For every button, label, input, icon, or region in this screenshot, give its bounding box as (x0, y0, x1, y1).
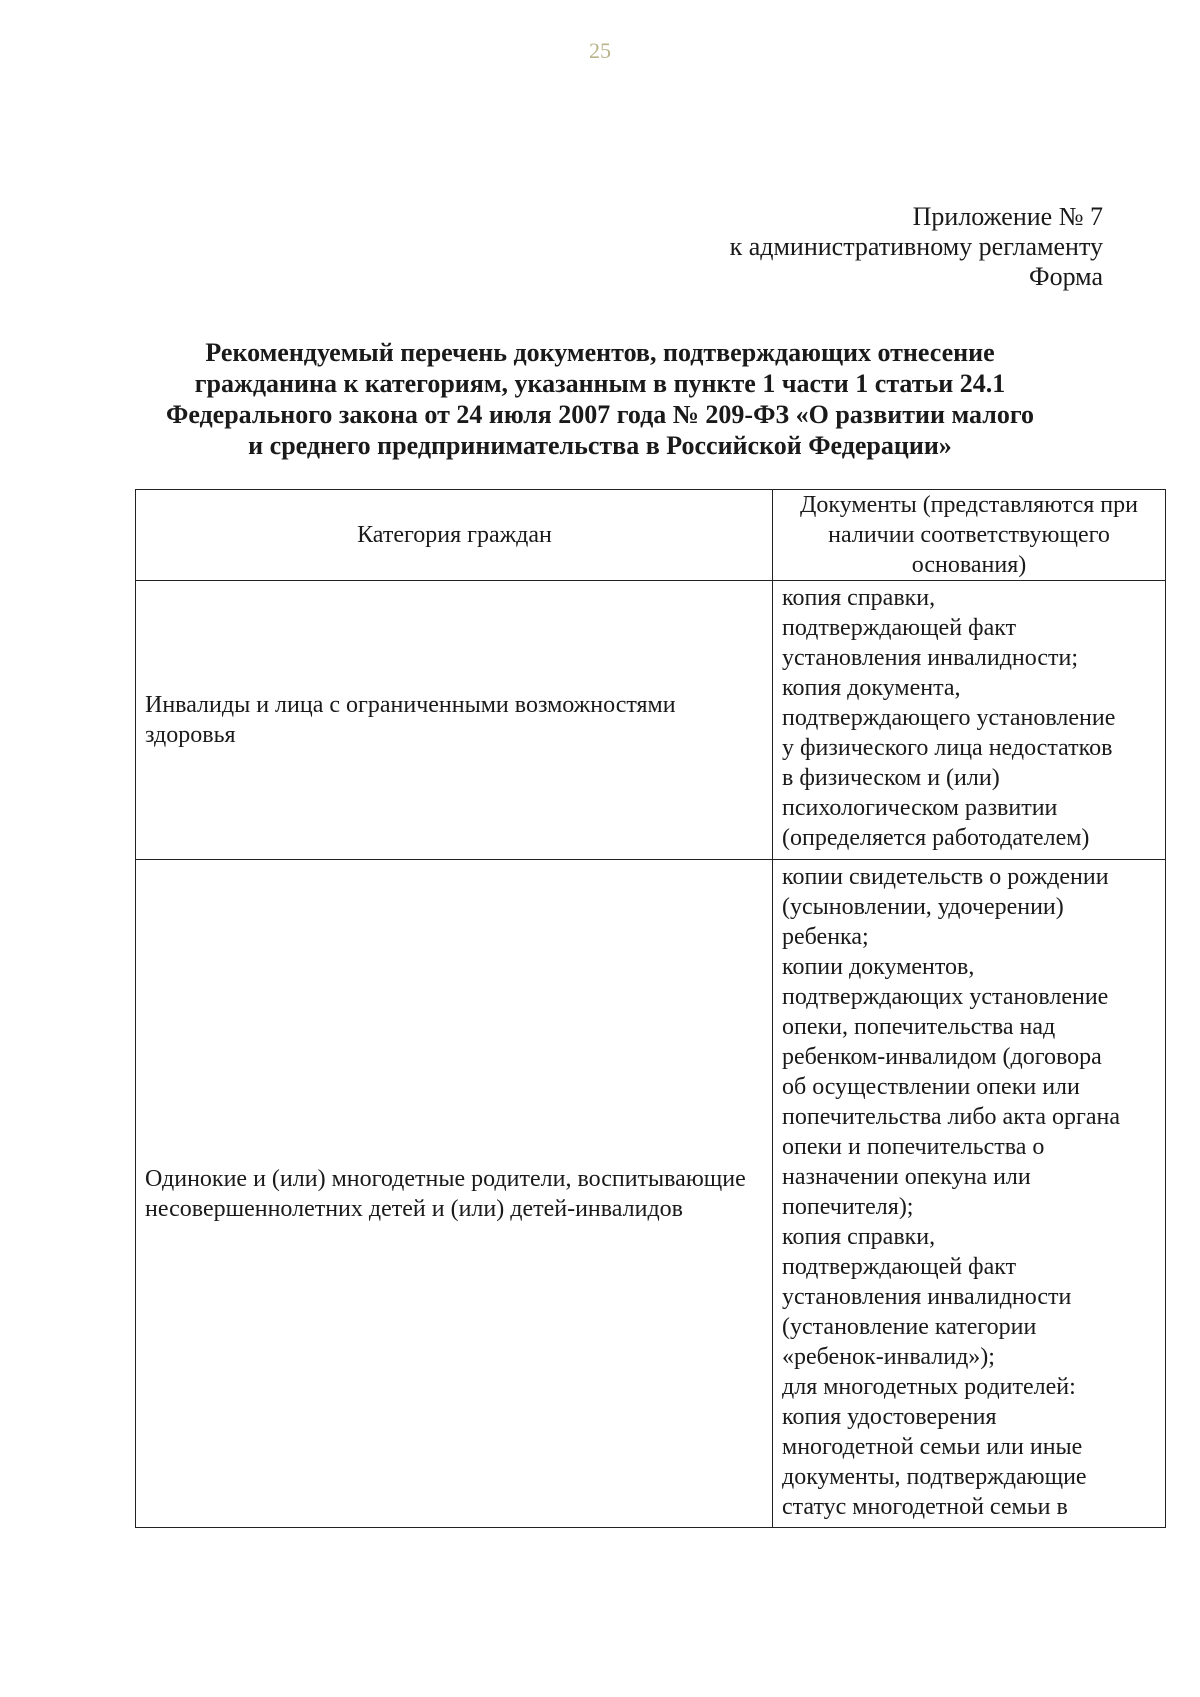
table-row (136, 860, 1166, 1528)
row-category: Инвалиды и лица с ограниченными возможностями здоровья (136, 581, 773, 860)
document-heading (120, 337, 1080, 461)
document-line: об осуществлении опеки или (782, 1074, 1080, 1100)
document-line: у физического лица недостатков (782, 735, 1113, 761)
document-line: (определяется работодателем) (782, 825, 1090, 851)
document-line: в физическом и (или) (782, 765, 1000, 791)
document-line: копия удостоверения (782, 1404, 997, 1430)
document-line: подтверждающего установление (782, 705, 1116, 731)
appendix-reference: к административному регламенту (729, 232, 1103, 261)
document-line: (установление категории (782, 1314, 1037, 1340)
appendix-block (730, 202, 1103, 292)
heading-line: Федерального закона от 24 июля 2007 года № 209-ФЗ «О развитии малого (165, 400, 1035, 429)
documents-table (135, 489, 1166, 1528)
document-line: психологическом развитии (782, 795, 1058, 821)
appendix-title: Приложение № 7 (912, 202, 1103, 231)
document-line: статус многодетной семьи в (782, 1494, 1068, 1520)
document-line: подтверждающей факт (782, 615, 1017, 641)
document-line: многодетной семьи или иные (782, 1434, 1083, 1460)
document-line: назначении опекуна или (782, 1164, 1031, 1190)
header-category: Категория граждан (136, 490, 773, 581)
document-line: попечителя); (782, 1194, 914, 1220)
appendix-form-label: Форма (1029, 262, 1103, 291)
document-line: установления инвалидности; (782, 645, 1078, 671)
document-line: (усыновлении, удочерении) (782, 894, 1064, 920)
document-line: копия документа, (782, 675, 961, 701)
row-category: Одинокие и (или) многодетные родители, воспитывающие несовершеннолетних детей и (или) детей-инвалидов (136, 860, 773, 1528)
document-line: опеки, попечительства над (782, 1014, 1056, 1040)
table-row (136, 581, 1166, 860)
header-documents: Документы (представляются при наличии соответствующего основания) (773, 490, 1166, 581)
table-header-row (136, 490, 1166, 581)
heading-line: Рекомендуемый перечень документов, подтверждающих отнесение (205, 338, 995, 367)
document-line: установления инвалидности (782, 1284, 1072, 1310)
document-line: копии документов, (782, 954, 975, 980)
heading-line: гражданина к категориям, указанным в пункте 1 части 1 статьи 24.1 (194, 369, 1006, 398)
row-documents (773, 581, 1166, 860)
document-line: «ребенок-инвалид»); (782, 1344, 995, 1370)
document-line: ребенком-инвалидом (договора (782, 1044, 1102, 1070)
document-line: копия справки, (782, 1224, 936, 1250)
row-documents (773, 860, 1166, 1528)
document-line: документы, подтверждающие (782, 1464, 1087, 1490)
document-line: копии свидетельств о рождении (782, 864, 1109, 890)
heading-line: и среднего предпринимательства в Российской Федерации» (248, 431, 952, 460)
document-line: подтверждающих установление (782, 984, 1109, 1010)
document-line: опеки и попечительства о (782, 1134, 1045, 1160)
page-number: 25 (589, 38, 611, 63)
document-line: ребенка; (782, 924, 869, 950)
document-line: попечительства либо акта органа (782, 1104, 1120, 1130)
document-line: для многодетных родителей: (782, 1374, 1076, 1400)
document-line: подтверждающей факт (782, 1254, 1017, 1280)
document-line: копия справки, (782, 585, 936, 611)
